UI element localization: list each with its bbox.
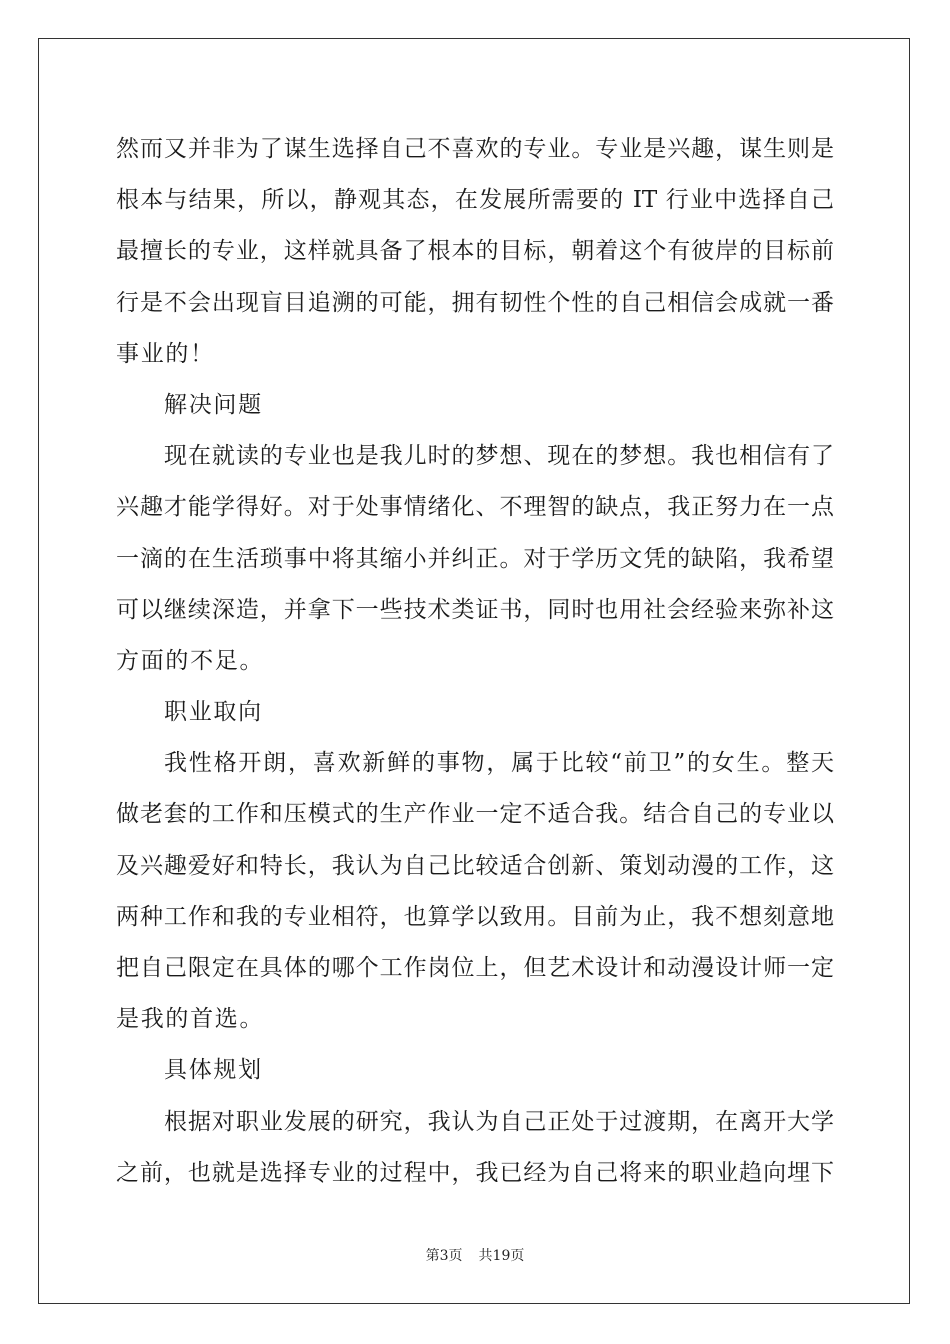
text-line: 现在就读的专业也是我儿时的梦想、现在的梦想。我也相信有了 bbox=[164, 443, 834, 470]
document-body bbox=[116, 124, 834, 1199]
text-line: 根本与结果，所以，静观其态，在发展所需要的 IT 行业中选择自己 bbox=[116, 187, 834, 214]
text-line: 之前，也就是选择专业的过程中，我已经为自己将来的职业趋向埋下 bbox=[116, 1159, 834, 1186]
text-line: 根据对职业发展的研究，我认为自己正处于过渡期，在离开大学 bbox=[164, 1108, 834, 1135]
text-line: 事业的！ bbox=[116, 340, 215, 367]
text-line: 我性格开朗，喜欢新鲜的事物，属于比较“前卫”的女生。整天 bbox=[164, 750, 834, 777]
text-line: 做老套的工作和压模式的生产作业一定不适合我。结合自己的专业以 bbox=[116, 801, 834, 828]
text-line: 及兴趣爱好和特长，我认为自己比较适合创新、策划动漫的工作，这 bbox=[116, 852, 834, 879]
section-heading: 具体规划 bbox=[164, 1057, 263, 1084]
text-line: 把自己限定在具体的哪个工作岗位上，但艺术设计和动漫设计师一定 bbox=[116, 955, 834, 981]
text-line: 一滴的在生活琐事中将其缩小并纠正。对于学历文凭的缺陷，我希望 bbox=[116, 545, 834, 572]
page-footer bbox=[0, 1245, 950, 1265]
text-line: 两种工作和我的专业相符，也算学以致用。目前为止，我不想刻意地 bbox=[116, 903, 834, 930]
section-heading: 职业取向 bbox=[164, 699, 263, 726]
section-heading: 解决问题 bbox=[164, 391, 263, 418]
page-total: 共19页 bbox=[478, 1248, 525, 1264]
text-line: 可以继续深造，并拿下一些技术类证书，同时也用社会经验来弥补这 bbox=[116, 596, 834, 623]
text-line: 最擅长的专业，这样就具备了根本的目标，朝着这个有彼岸的目标前 bbox=[116, 238, 834, 265]
text-line: 行是不会出现盲目追溯的可能，拥有韧性个性的自己相信会成就一番 bbox=[116, 289, 834, 316]
text-line: 然而又并非为了谋生选择自己不喜欢的专业。专业是兴趣，谋生则是 bbox=[116, 136, 834, 162]
text-line: 方面的不足。 bbox=[116, 647, 265, 674]
text-line: 兴趣才能学得好。对于处事情绪化、不理智的缺点，我正努力在一点 bbox=[116, 494, 834, 521]
text-line: 是我的首选。 bbox=[116, 1006, 265, 1033]
page-number: 第3页 bbox=[425, 1248, 463, 1264]
